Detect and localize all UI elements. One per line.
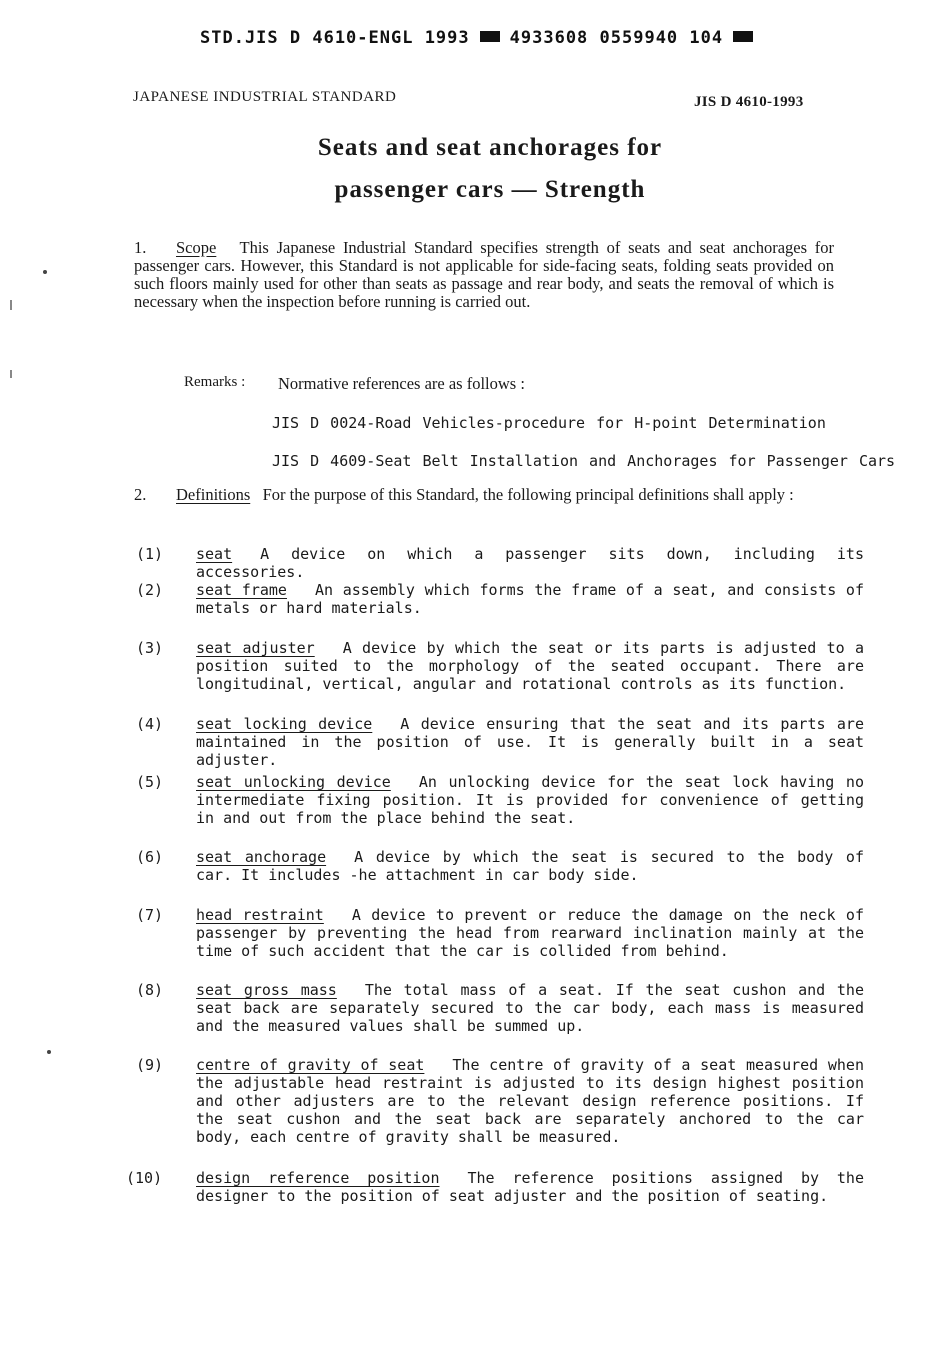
definition-number: (2) bbox=[136, 581, 164, 599]
normative-reference: JIS D 4609-Seat Belt Installation and Anchorages for Passenger Cars bbox=[272, 452, 896, 470]
definition-term: seat adjuster bbox=[196, 639, 315, 657]
scope-section bbox=[134, 239, 834, 311]
definition-text: A device ensuring that the seat and its parts are maintained in the position of use. It is generally built in a seat adjuster. bbox=[196, 715, 864, 769]
definition-term: seat locking device bbox=[196, 715, 373, 733]
definition-term: seat frame bbox=[196, 581, 287, 599]
definition-number: (4) bbox=[136, 715, 164, 733]
document-code: STD.JIS D 4610-ENGL 1993 bbox=[200, 28, 470, 48]
definition-number: (8) bbox=[136, 981, 164, 999]
definition-text: The centre of gravity of a seat measured when the adjustable head restraint is adjusted to its design highest position and other adjusters are to the relevant design reference positions. If the seat cushon and the seat back are separately anchored to the car body, each centre of gravity shall be measured. bbox=[196, 1056, 864, 1146]
definition-term: centre of gravity of seat bbox=[196, 1056, 425, 1074]
page-title-line-2: passenger cars — Strength bbox=[334, 176, 646, 203]
definition-number: (9) bbox=[136, 1056, 164, 1074]
definition-text: The reference positions assigned by the designer to the position of seat adjuster and the position of seating. bbox=[196, 1169, 864, 1205]
definition-number: (7) bbox=[136, 906, 164, 924]
definition-number: (1) bbox=[136, 545, 164, 563]
definition-term: design reference position bbox=[196, 1169, 440, 1187]
barcode-number: 4933608 0559940 104 bbox=[509, 28, 724, 48]
section-number: 1. bbox=[134, 238, 147, 257]
definitions-intro: For the purpose of this Standard, the following principal definitions shall apply : bbox=[262, 485, 794, 504]
definition-text: A device on which a passenger sits down, including its accessories. bbox=[196, 545, 864, 581]
document-code-line bbox=[200, 28, 763, 48]
definition-term: seat gross mass bbox=[196, 981, 337, 999]
standard-number: JIS D 4610-1993 bbox=[694, 94, 804, 110]
scan-speck bbox=[47, 1050, 51, 1054]
definition-text: An unlocking device for the seat lock having no intermediate fixing position. It is provided for convenience of getting in and out from the place behind the seat. bbox=[196, 773, 864, 827]
section-heading: Definitions bbox=[176, 485, 251, 504]
definition-text: A device by which the seat or its parts is adjusted to a position suited to the morphology of the seated occupant. There are longitudinal, vertical, angular and rotational controls as its function. bbox=[196, 639, 864, 693]
definition-term: seat unlocking device bbox=[196, 773, 391, 791]
black-bar-mark bbox=[480, 31, 500, 42]
standard-org-label: JAPANESE INDUSTRIAL STANDARD bbox=[133, 89, 397, 105]
definition-number: (3) bbox=[136, 639, 164, 657]
scope-text: This Japanese Industrial Standard specifies strength of seats and seat anchorages for passenger cars. However, this Standard is not applicable for side-facing seats, folding seats provided on such floors mainly used for other than seats as passage and rear body, and seats the removal of which is necessary when the inspection before running is carried out. bbox=[134, 238, 834, 311]
definition-text: A device by which the seat is secured to the body of car. It includes -he attachment in car body side. bbox=[196, 848, 864, 884]
definition-text: An assembly which forms the frame of a seat, and consists of metals or hard materials. bbox=[196, 581, 864, 617]
scan-edge-mark bbox=[10, 370, 12, 378]
definition-text: A device to prevent or reduce the damage on the neck of passenger by preventing the head from rearward inclination mainly at the time of such accident that the car is collided from behind. bbox=[196, 906, 864, 960]
definition-number: (6) bbox=[136, 848, 164, 866]
definition-number: (10) bbox=[126, 1169, 163, 1187]
section-number: 2. bbox=[134, 485, 147, 504]
section-heading: Scope bbox=[176, 238, 217, 257]
remarks-label: Remarks : bbox=[184, 374, 246, 390]
definition-number: (5) bbox=[136, 773, 164, 791]
definition-text: The total mass of a seat. If the seat cushon and the seat back are separately secured to the car body, each mass is measured and the measured values shall be summed up. bbox=[196, 981, 864, 1035]
page-title-line-1: Seats and seat anchorages for bbox=[317, 134, 663, 161]
black-bar-mark bbox=[733, 31, 753, 42]
definition-term: head restraint bbox=[196, 906, 324, 924]
scan-speck bbox=[43, 270, 47, 274]
remarks-text: Normative references are as follows : bbox=[278, 374, 525, 393]
definitions-section bbox=[134, 486, 834, 504]
definition-term: seat anchorage bbox=[196, 848, 327, 866]
definition-term: seat bbox=[196, 545, 233, 563]
scan-edge-mark bbox=[10, 300, 12, 310]
normative-reference: JIS D 0024-Road Vehicles-procedure for H-point Determination bbox=[272, 414, 826, 432]
